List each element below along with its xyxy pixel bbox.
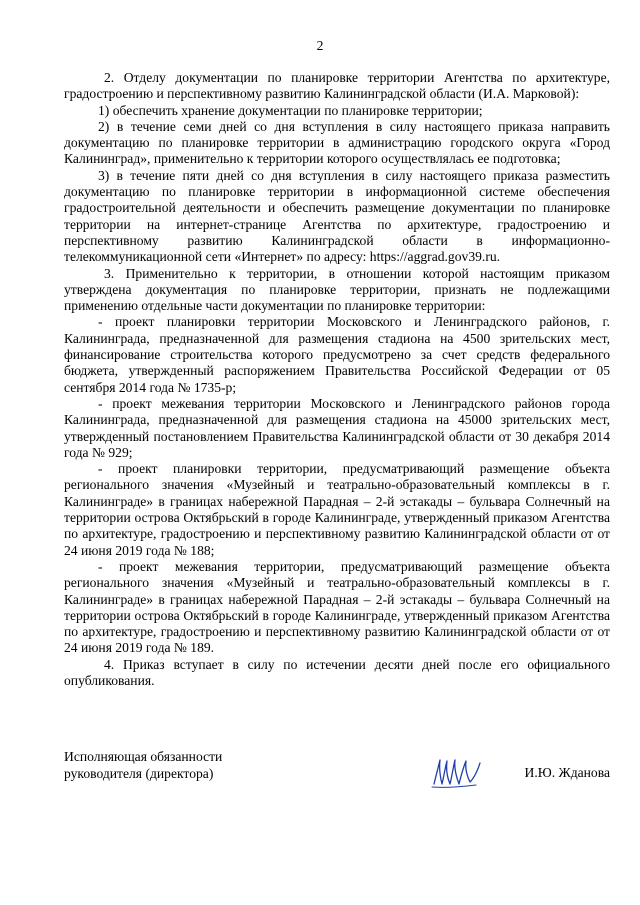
paragraph-2-item-2: 2) в течение семи дней со дня вступления в силу настоящего приказа направить документацию по планировке территории в администрацию городского округа «Город Калининград», применительно к территории которого осуществлялась ее подготовка; bbox=[64, 118, 610, 167]
paragraph-2-item-3: 3) в течение пяти дней со дня вступления в силу настоящего приказа разместить документацию по планировке территории в информационной системе обеспечения градостроительной деятельности и обеспечить размещение документации по планировке территории на интернет-странице Агентства по архитектуре, градостроению и перспективному развитию Калининградской области в информационно-телекоммуникационной сети «Интернет» по адресу: https://aggrad.gov39.ru. bbox=[64, 167, 610, 265]
paragraph-2: 2. Отделу документации по планировке территории Агентства по архитектуре, градостроению и перспективному развитию Калининградской области (И.А. Марковой): bbox=[64, 70, 610, 102]
document-body bbox=[64, 70, 610, 689]
paragraph-3-item-1: - проект планировки территории Московского и Ленинградского районов, г. Калининграда, предназначенной для размещения стадиона на 4500 зрительских мест, финансирование строительства которого предусмотрено за счет средств федерального бюджета, утвержденный распоряжением Правительства Российской Федерации от 05 сентября 2014 года № 1735-р; bbox=[64, 314, 610, 395]
signatory-role-line-1: Исполняющая обязанности bbox=[64, 749, 223, 764]
paragraph-2-item-1: 1) обеспечить хранение документации по планировке территории; bbox=[98, 102, 483, 118]
paragraph-4: 4. Приказ вступает в силу по истечении десяти дней после его официального опубликования. bbox=[64, 656, 610, 688]
signatory-name: И.Ю. Жданова bbox=[524, 765, 610, 780]
paragraph-3-item-3: - проект планировки территории, предусматривающий размещение объекта регионального значения «Музейный и театрально-образовательный комплексы в г. Калининграде» в границах набережной Парадная – 2-й эстакады – бульвара Солнечный на территории острова Октябрьский в городе Калининграде, утвержденный приказом Агентства по архитектуре, градостроению и перспективному развитию Калининградской области от от 24 июня 2019 года № 188; bbox=[64, 461, 610, 558]
paragraph-3-item-4: - проект межевания территории, предусматривающий размещение объекта регионального значения «Музейный и театрально-образовательный комплексы в г. Калининграде» в границах набережной Парадная – 2-й эстакады – бульвара Солнечный на территории острова Октябрьский в городе Калининграде, утвержденный приказом Агентства по архитектуре, градостроению и перспективному развитию Калининградской области от от 24 июня 2019 года № 189. bbox=[64, 558, 610, 656]
paragraph-3: 3. Применительно к территории, в отношении которой настоящим приказом утверждена документация по планировке территории, признать не подлежащими применению отдельные части документации по планировке территории: bbox=[64, 265, 610, 314]
page-number: 2 bbox=[316, 38, 324, 53]
paragraph-3-item-2: - проект межевания территории Московского и Ленинградского районов города Калининграда, предназначенной для размещения стадиона на 45000 зрительских мест, утвержденный постановлением Правительства Калининградской области от 30 декабря 2014 года № 929; bbox=[64, 395, 610, 460]
signatory-role-line-2: руководителя (директора) bbox=[64, 766, 214, 781]
handwritten-signature bbox=[430, 754, 486, 794]
signature-block bbox=[64, 748, 610, 782]
